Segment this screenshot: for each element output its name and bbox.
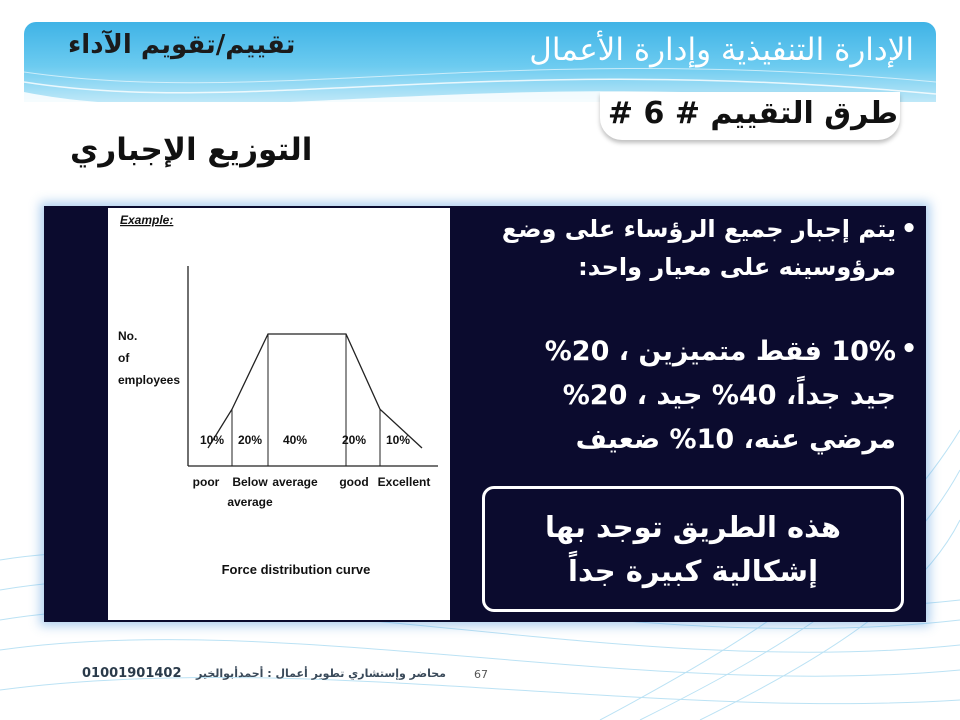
x-tick-label: average <box>227 495 273 509</box>
bullet-dot-icon: • <box>900 214 918 244</box>
warning-callout <box>482 486 904 612</box>
bullet-item <box>492 210 922 286</box>
presentation-title: الإدارة التنفيذية وإدارة الأعمال <box>529 32 914 68</box>
distribution-curve <box>208 334 422 448</box>
page-number: 67 <box>474 668 488 681</box>
x-tick-label: average <box>272 475 318 489</box>
bullet-text: يتم إجبار جميع الرؤساء على وضع مرؤوسينه على معيار واحد: <box>501 215 896 281</box>
x-axis-title: Force distribution curve <box>221 562 371 577</box>
chart-canvas <box>108 208 450 620</box>
bullet-text: 10% فقط متميزين ، 20% جيد جداً، 40% جيد ، 20% مرضي عنه، 10% ضعيف <box>544 336 896 455</box>
y-axis-label-line: of <box>118 351 130 365</box>
header-band <box>24 22 936 102</box>
example-label: Example: <box>120 213 174 227</box>
x-tick-label: Below <box>232 475 268 489</box>
slide-subtitle: طرق التقييم # 6 # <box>607 96 898 131</box>
percent-label: 10% <box>385 433 411 447</box>
footer-phone: 01001901402 <box>82 666 182 681</box>
y-axis-label <box>118 329 180 387</box>
y-axis-label-line: employees <box>118 373 181 387</box>
bullet-item <box>492 330 922 462</box>
percent-label: 20% <box>237 433 263 447</box>
section-heading: التوزيع الإجباري <box>70 132 313 168</box>
callout-line-1: هذه الطريق توجد بها <box>544 510 842 544</box>
y-axis-label-line: No. <box>118 329 138 343</box>
percent-label: 40% <box>282 433 308 447</box>
bullet-dot-icon: • <box>900 334 918 364</box>
callout-line-2: إشكالية كبيرة جداً <box>568 554 819 588</box>
x-tick-label: good <box>339 475 369 489</box>
x-tick-label: Excellent <box>377 475 431 489</box>
percent-label: 10% <box>199 433 225 447</box>
bullet-list <box>492 210 922 462</box>
percent-label: 20% <box>341 433 367 447</box>
forced-distribution-chart <box>108 208 450 620</box>
x-tick-label: poor <box>192 475 220 489</box>
footer-lecturer: محاضر وإستشاري تطوير أعمال : أحمدأبوالخير <box>196 667 446 680</box>
topic-title: تقييم/تقويم الآداء <box>68 30 296 60</box>
